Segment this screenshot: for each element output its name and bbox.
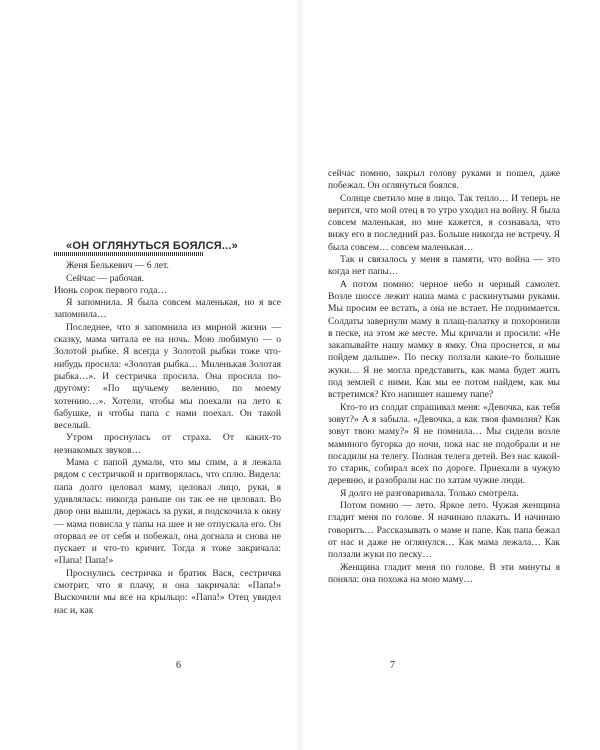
chapter-title: «ОН ОГЛЯНУТЬСЯ БОЯЛСЯ...» <box>66 240 238 252</box>
paragraph: Утром проснулась от страха. От каких-то незнакомых звуков… <box>54 432 281 456</box>
paragraph: Июнь сорок первого года… <box>54 284 168 296</box>
right-page <box>300 0 600 750</box>
paragraph: Потом помню — лето. Яркое лето. Чужая женщина гладит меня по голове. Я начинаю плакать. И начинаю говорить… Рассказывать о маме и папе. Как папа бежал от нас и даже не оглянулся… Как мама лежала… Как ползали жуки по песку… <box>328 500 560 561</box>
paragraph: Мама с папой думали, что мы спим, а я лежала рядом с сестричкой и притворялась, что сплю. Видела: папа долго целовал маму, целовал лицо, руки, я удивлялась: никогда раньше он так ее не целовал. Во двор они вышли, держась за руки, я подскочила к окну — мама повисла у папы на шее и не отпускала его. Он оторвал ее от себя и побежал, она догнала и снова не пускает и что-то кричит. Тогда я тоже закричала: «Папа! Папа!» <box>54 457 281 567</box>
author-line: Женя Белькевич — 6 лет. <box>66 260 169 272</box>
right-text-column <box>328 168 560 586</box>
paragraph: Проснулись сестричка и братик Вася, сестричка смотрит, что я плачу, и она закричала: «Папа!» Выскочили мы все на крыльцо: «Папа!» Отец увидел нас и, как <box>54 567 281 616</box>
paragraph: Я долго не разговаривала. Только смотрела. <box>340 487 519 499</box>
page-number: 6 <box>176 660 181 671</box>
left-text-column <box>54 240 281 617</box>
paragraph: Кто-то из солдат спрашивал меня: «Девочка, как тебя зовут?» А я забыла. «Девочка, а как твоя фамилия? Как зовут твою маму?» Я не помнила… Мы сидели возле маминого бугорка до ночи, пока нас не подобрали и не посадили на телегу. Полная телега детей. Вез нас какой-то старик, собирал всех по дороге. Приехали в чужую деревню, и разобрали нас по хатам чужие люди. <box>328 401 560 487</box>
paragraph: А потом помню: черное небо и черный самолет. Возле шоссе лежит наша мама с раскинутыми руками. Мы просим ее встать, а она не встает. Не поднимается. Солдаты завернули маму в плащ-палатку и похоронили в песке, на этом же месте. Мы кричали и просили: «Не закапывайте нашу мамку в ямку. Она проснется, и мы пойдем дальше». По песку ползали какие-то большие жуки… Я не могла представить, как мама будет жить под землей с ними. Как мы ее потом найдем, как мы встретимся? Кто напишет нашему папе? <box>328 278 560 401</box>
paragraph: Последнее, что я запомнила из мирной жизни — сказку, мама читала ее на ночь. Мою любимую — о Золотой рыбке. Я всегда у Золотой рыбки тоже что-нибудь просила: «Золотая рыбка… Миленькая Золотая рыбка…». И сестричка просила. Она просила по-другому: «По щучьему велению, по моему хотению…». Хотели, чтобы мы поехали на лето к бабушке, и чтобы папа с нами поехал. Он такой веселый. <box>54 321 281 432</box>
title-underline <box>54 252 204 256</box>
page-number: 7 <box>390 660 395 671</box>
paragraph: Женщина гладит меня по голове. В эти минуты я поняла: она похожа на мою маму… <box>328 561 560 585</box>
paragraph: сейчас помню, закрыл голову руками и пошел, даже побежал. Он оглянуться боялся. <box>328 168 560 192</box>
status-line: Сейчас — рабочая. <box>66 272 145 284</box>
paragraph: Солнце светило мне в лицо. Так тепло… И теперь не верится, что мой отец в то утро уходил на войну. Я была совсем маленькая, но мне кажется, я сознавала, что вижу его в последний раз. Больше никогда не встречу. Я была совсем… совсем маленькая… <box>328 192 560 253</box>
paragraph: Я запомнила. Я была совсем маленькая, но я все запомнила… <box>54 297 281 321</box>
paragraph: Так и связалось у меня в памяти, что война — это когда нет папы… <box>328 254 560 278</box>
